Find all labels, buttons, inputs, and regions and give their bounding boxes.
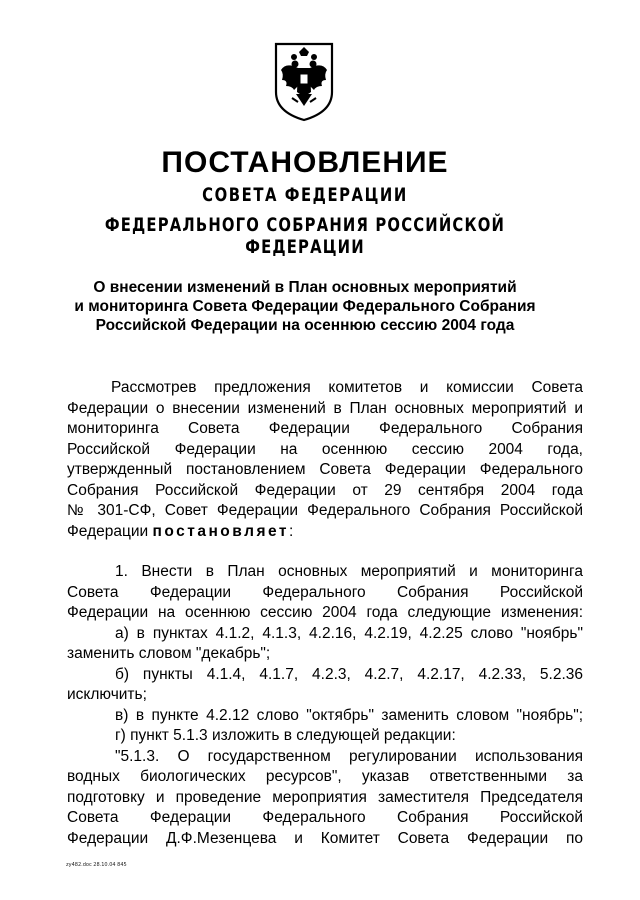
item-line: 1. Внести в План основных мероприятий и мониторинга [115,563,583,580]
file-code-footer: zy482.doc 28.10.04 845 [66,862,127,868]
preamble-line: Рассмотрев предложения комитетов и комиссии Совета [111,379,583,396]
paragraph-spacer [67,542,583,562]
item-line: в) в пункте 4.2.12 слово "октябрь" заменить словом "ноябрь"; [115,706,583,724]
preamble-line: утвержденный постановлением Совета Федерации Федерального [67,461,583,478]
resolves-word: постановляет [152,522,289,540]
preamble-line: Собрания Российской Федерации от 29 сентября 2004 года [67,481,583,499]
item-line: Федерации на осеннюю сессию 2004 года следующие изменения: [67,604,583,621]
item-line: б) пункты 4.1.4, 4.1.7, 4.2.3, 4.2.7, 4.2.17, 4.2.33, 5.2.36 [115,665,583,683]
russian-coat-of-arms-icon [272,40,336,124]
issuer-line-1: СОВЕТА ФЕДЕРАЦИИ [202,184,408,206]
heading-line: О внесении изменений в План основных мероприятий [93,279,517,296]
heading-line: и мониторинга Совета Федерации Федерального Собрания [74,298,536,315]
preamble-line: Российской Федерации на осеннюю сессию 2004 года, [67,440,583,458]
issuer-line-2: ФЕДЕРАЛЬНОГО СОБРАНИЯ РОССИЙСКОЙ ФЕДЕРАЦИИ [104,214,506,258]
item-line: Совета Федерации Федерального Собрания Российской [67,583,583,601]
preamble-line: Федерации о внесении изменений в План основных мероприятий и [67,399,583,417]
document-title: ПОСТАНОВЛЕНИЕ [161,146,449,179]
preamble-line-text: Федерации [67,522,149,540]
item-line: г) пункт 5.1.3 изложить в следующей редакции: [115,727,456,744]
item-line: Совета Федерации Федерального Собрания Российской [67,809,583,826]
item-line: Федерации Д.Ф.Мезенцева и Комитет Совета Федерации по [67,829,583,847]
document-heading [40,278,570,335]
item-line: "5.1.3. О государственном регулировании использования [115,747,583,765]
item-line: исключить; [67,686,147,703]
preamble-line: Федерации постановляет: [67,522,294,540]
item-line: а) в пунктах 4.1.2, 4.1.3, 4.2.16, 4.2.19, 4.2.25 слово "ноябрь" [115,624,583,642]
document-body [67,378,583,849]
item-line: водных биологических ресурсов", указав ответственными за [67,768,583,785]
item-line: заменить словом "декабрь"; [67,645,271,662]
item-line: подготовку и проведение мероприятия заместителя Председателя [67,788,583,806]
preamble-line: № 301-СФ, Совет Федерации Федерального Собрания Российской [67,502,583,519]
preamble-line: мониторинга Совета Федерации Федерального Собрания [67,420,583,437]
heading-line: Российской Федерации на осеннюю сессию 2004 года [95,317,515,334]
